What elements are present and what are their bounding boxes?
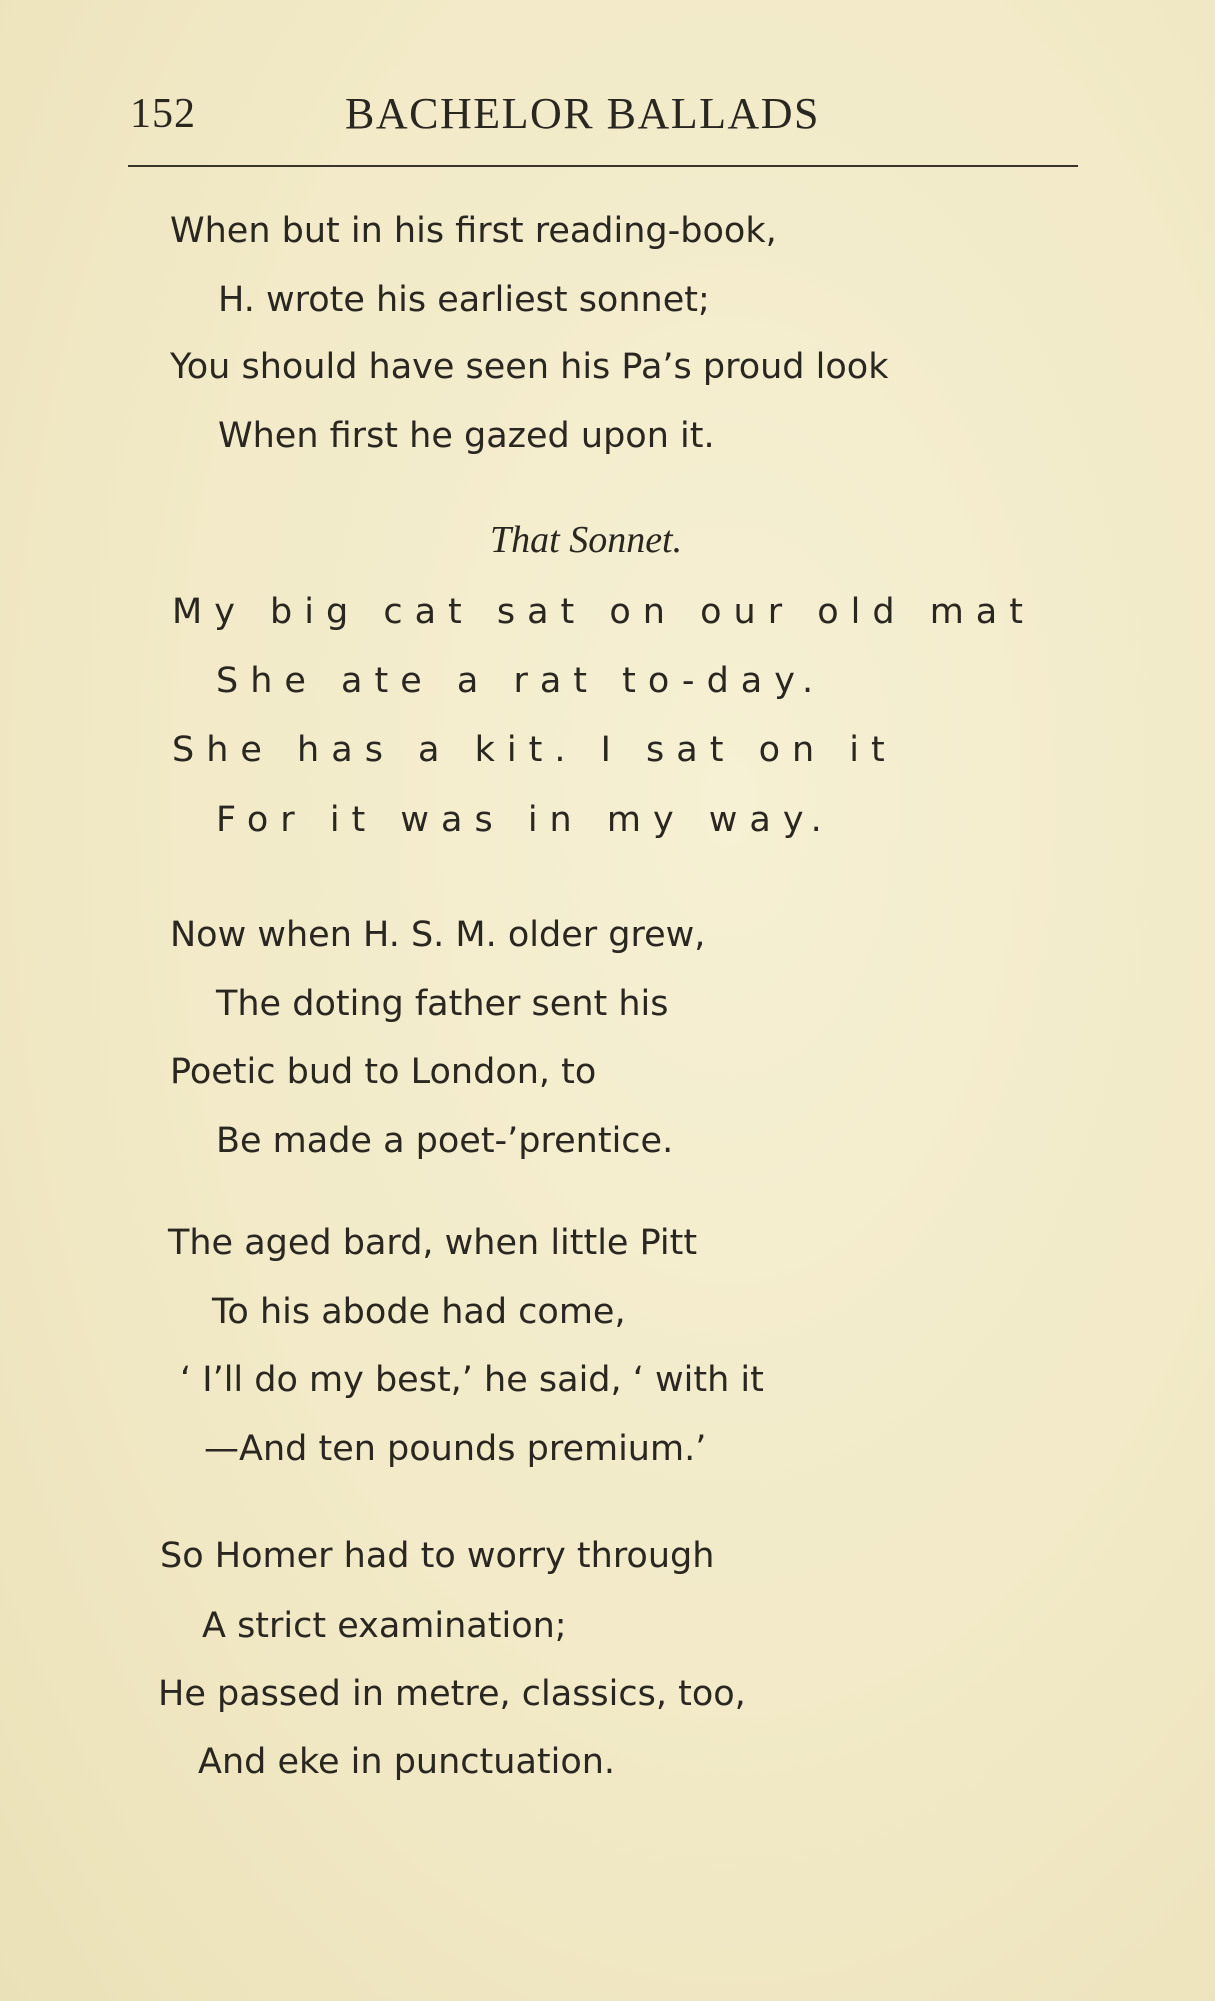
stanza-2-line-2: She ate a rat to-day.	[216, 661, 826, 701]
stanza-1-line-1: When but in his first reading-book,	[170, 211, 777, 251]
stanza-3-line-4: Be made a poet-’prentice.	[216, 1121, 674, 1161]
stanza-4-line-4: —And ten pounds premium.’	[204, 1429, 707, 1469]
stanza-4-line-3: ‘ I’ll do my best,’ he said, ‘ with it	[180, 1360, 764, 1400]
page-number: 152	[130, 91, 196, 137]
sonnet-title: That Sonnet.	[490, 519, 683, 561]
stanza-2-line-4: For it was in my way.	[216, 800, 834, 840]
stanza-5-line-2: A strict examination;	[202, 1606, 567, 1646]
running-head: BACHELOR BALLADS	[345, 89, 821, 138]
stanza-2-line-3: She has a kit. I sat on it	[172, 730, 897, 770]
stanza-3-line-3: Poetic bud to London, to	[170, 1052, 597, 1092]
stanza-5-line-4: And eke in punctuation.	[198, 1742, 616, 1782]
stanza-4-line-1: The aged bard, when little Pitt	[168, 1223, 698, 1263]
stanza-1-line-3: You should have seen his Pa’s proud look	[170, 347, 889, 387]
stanza-3-line-1: Now when H. S. M. older grew,	[170, 915, 706, 955]
stanza-5-line-1: So Homer had to worry through	[160, 1536, 715, 1576]
stanza-2-line-1: My big cat sat on our old mat	[172, 592, 1035, 632]
stanza-3-line-2: The doting father sent his	[216, 984, 669, 1024]
stanza-1-line-4: When first he gazed upon it.	[218, 416, 715, 456]
stanza-1-line-2: H. wrote his earliest sonnet;	[218, 280, 710, 320]
header-rule	[128, 165, 1078, 167]
stanza-5-line-3: He passed in metre, classics, too,	[158, 1674, 746, 1714]
stanza-4-line-2: To his abode had come,	[212, 1292, 626, 1332]
